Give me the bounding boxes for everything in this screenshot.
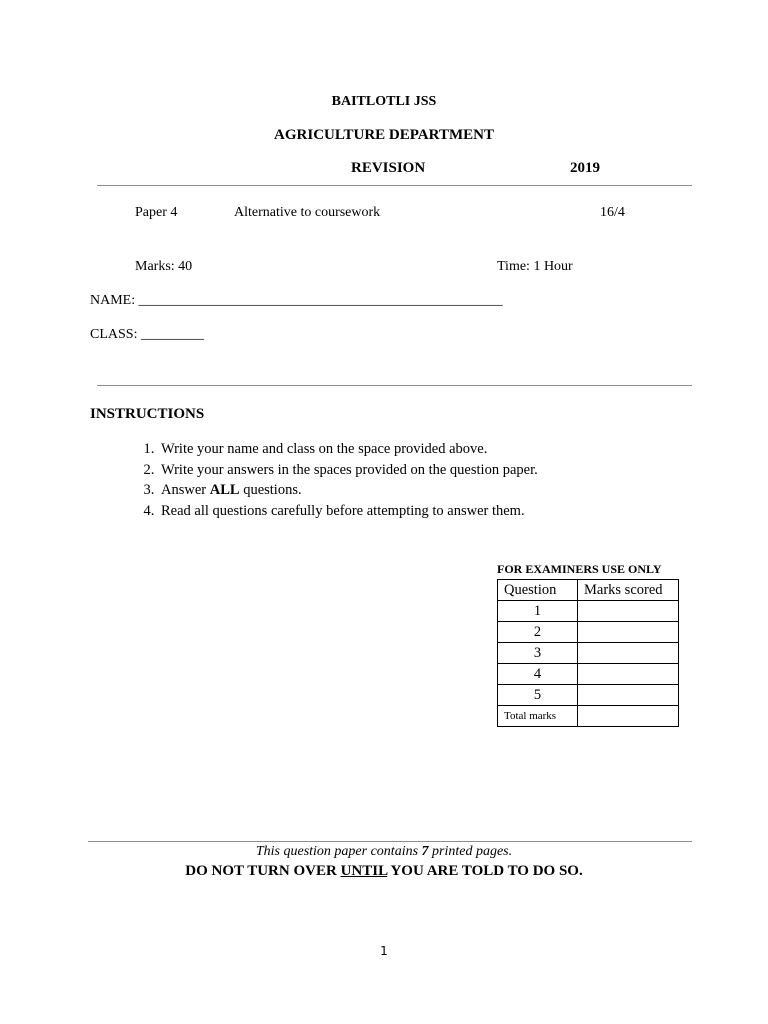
table-total-row: [498, 706, 679, 727]
marks-cell[interactable]: [578, 643, 679, 664]
header-question: Question: [498, 580, 578, 601]
question-number: 4: [498, 664, 578, 685]
warning-emphasis: UNTIL: [340, 863, 388, 879]
instruction-text: questions.: [239, 482, 302, 498]
instruction-item: 1. Write your name and class on the space provided above.: [158, 439, 538, 460]
warning-suffix: YOU ARE TOLD TO DO SO.: [387, 863, 583, 879]
marks-cell[interactable]: [578, 664, 679, 685]
marks-cell[interactable]: [578, 601, 679, 622]
marks-cell[interactable]: [578, 622, 679, 643]
instruction-emphasis: ALL: [209, 482, 240, 498]
turn-over-warning: [0, 863, 768, 880]
table-header-row: [498, 580, 679, 601]
table-row: [498, 622, 679, 643]
marks-total: Marks: 40: [135, 259, 193, 274]
department-name: AGRICULTURE DEPARTMENT: [274, 127, 494, 143]
page-count-number: 7: [421, 844, 429, 859]
candidate-divider: [97, 385, 692, 386]
question-number: 2: [498, 622, 578, 643]
table-row: [498, 664, 679, 685]
header-divider: [97, 185, 692, 186]
examiner-table-title: FOR EXAMINERS USE ONLY: [497, 562, 662, 576]
instructions-list: [118, 439, 538, 521]
instructions-heading: INSTRUCTIONS: [90, 406, 205, 422]
question-number: 1: [498, 601, 578, 622]
footer-divider: [88, 841, 692, 842]
name-field[interactable]: NAME: ____________________________________________________: [90, 293, 503, 308]
total-marks-label: Total marks: [498, 706, 578, 727]
page-count-note: [0, 844, 768, 860]
table-row: [498, 685, 679, 706]
table-row: [498, 601, 679, 622]
table-row: [498, 643, 679, 664]
question-number: 3: [498, 643, 578, 664]
exam-label: REVISION: [351, 160, 426, 176]
marks-cell[interactable]: [578, 685, 679, 706]
class-field[interactable]: CLASS: _________: [90, 327, 204, 342]
time-allowed: Time: 1 Hour: [497, 259, 573, 274]
header-marks-scored: Marks scored: [578, 580, 679, 601]
paper-label: Paper 4: [135, 205, 178, 220]
warning-prefix: DO NOT TURN OVER: [185, 863, 341, 879]
instruction-item: 2. Write your answers in the spaces provided on the question paper.: [158, 460, 538, 481]
exam-year: 2019: [570, 160, 600, 176]
school-name: BAITLOTLI JSS: [331, 94, 437, 109]
paper-code: 16/4: [600, 205, 625, 220]
page-count-prefix: This question paper contains: [255, 844, 422, 859]
instruction-item: 4. Read all questions carefully before attempting to answer them.: [158, 501, 538, 522]
instruction-text: Answer: [161, 482, 210, 498]
examiner-table: [497, 579, 679, 727]
question-number: 5: [498, 685, 578, 706]
total-marks-cell[interactable]: [578, 706, 679, 727]
instruction-item: [158, 480, 538, 501]
paper-title: Alternative to coursework: [234, 205, 381, 220]
page-number: 1: [380, 944, 388, 958]
page-count-suffix: printed pages.: [428, 844, 513, 859]
